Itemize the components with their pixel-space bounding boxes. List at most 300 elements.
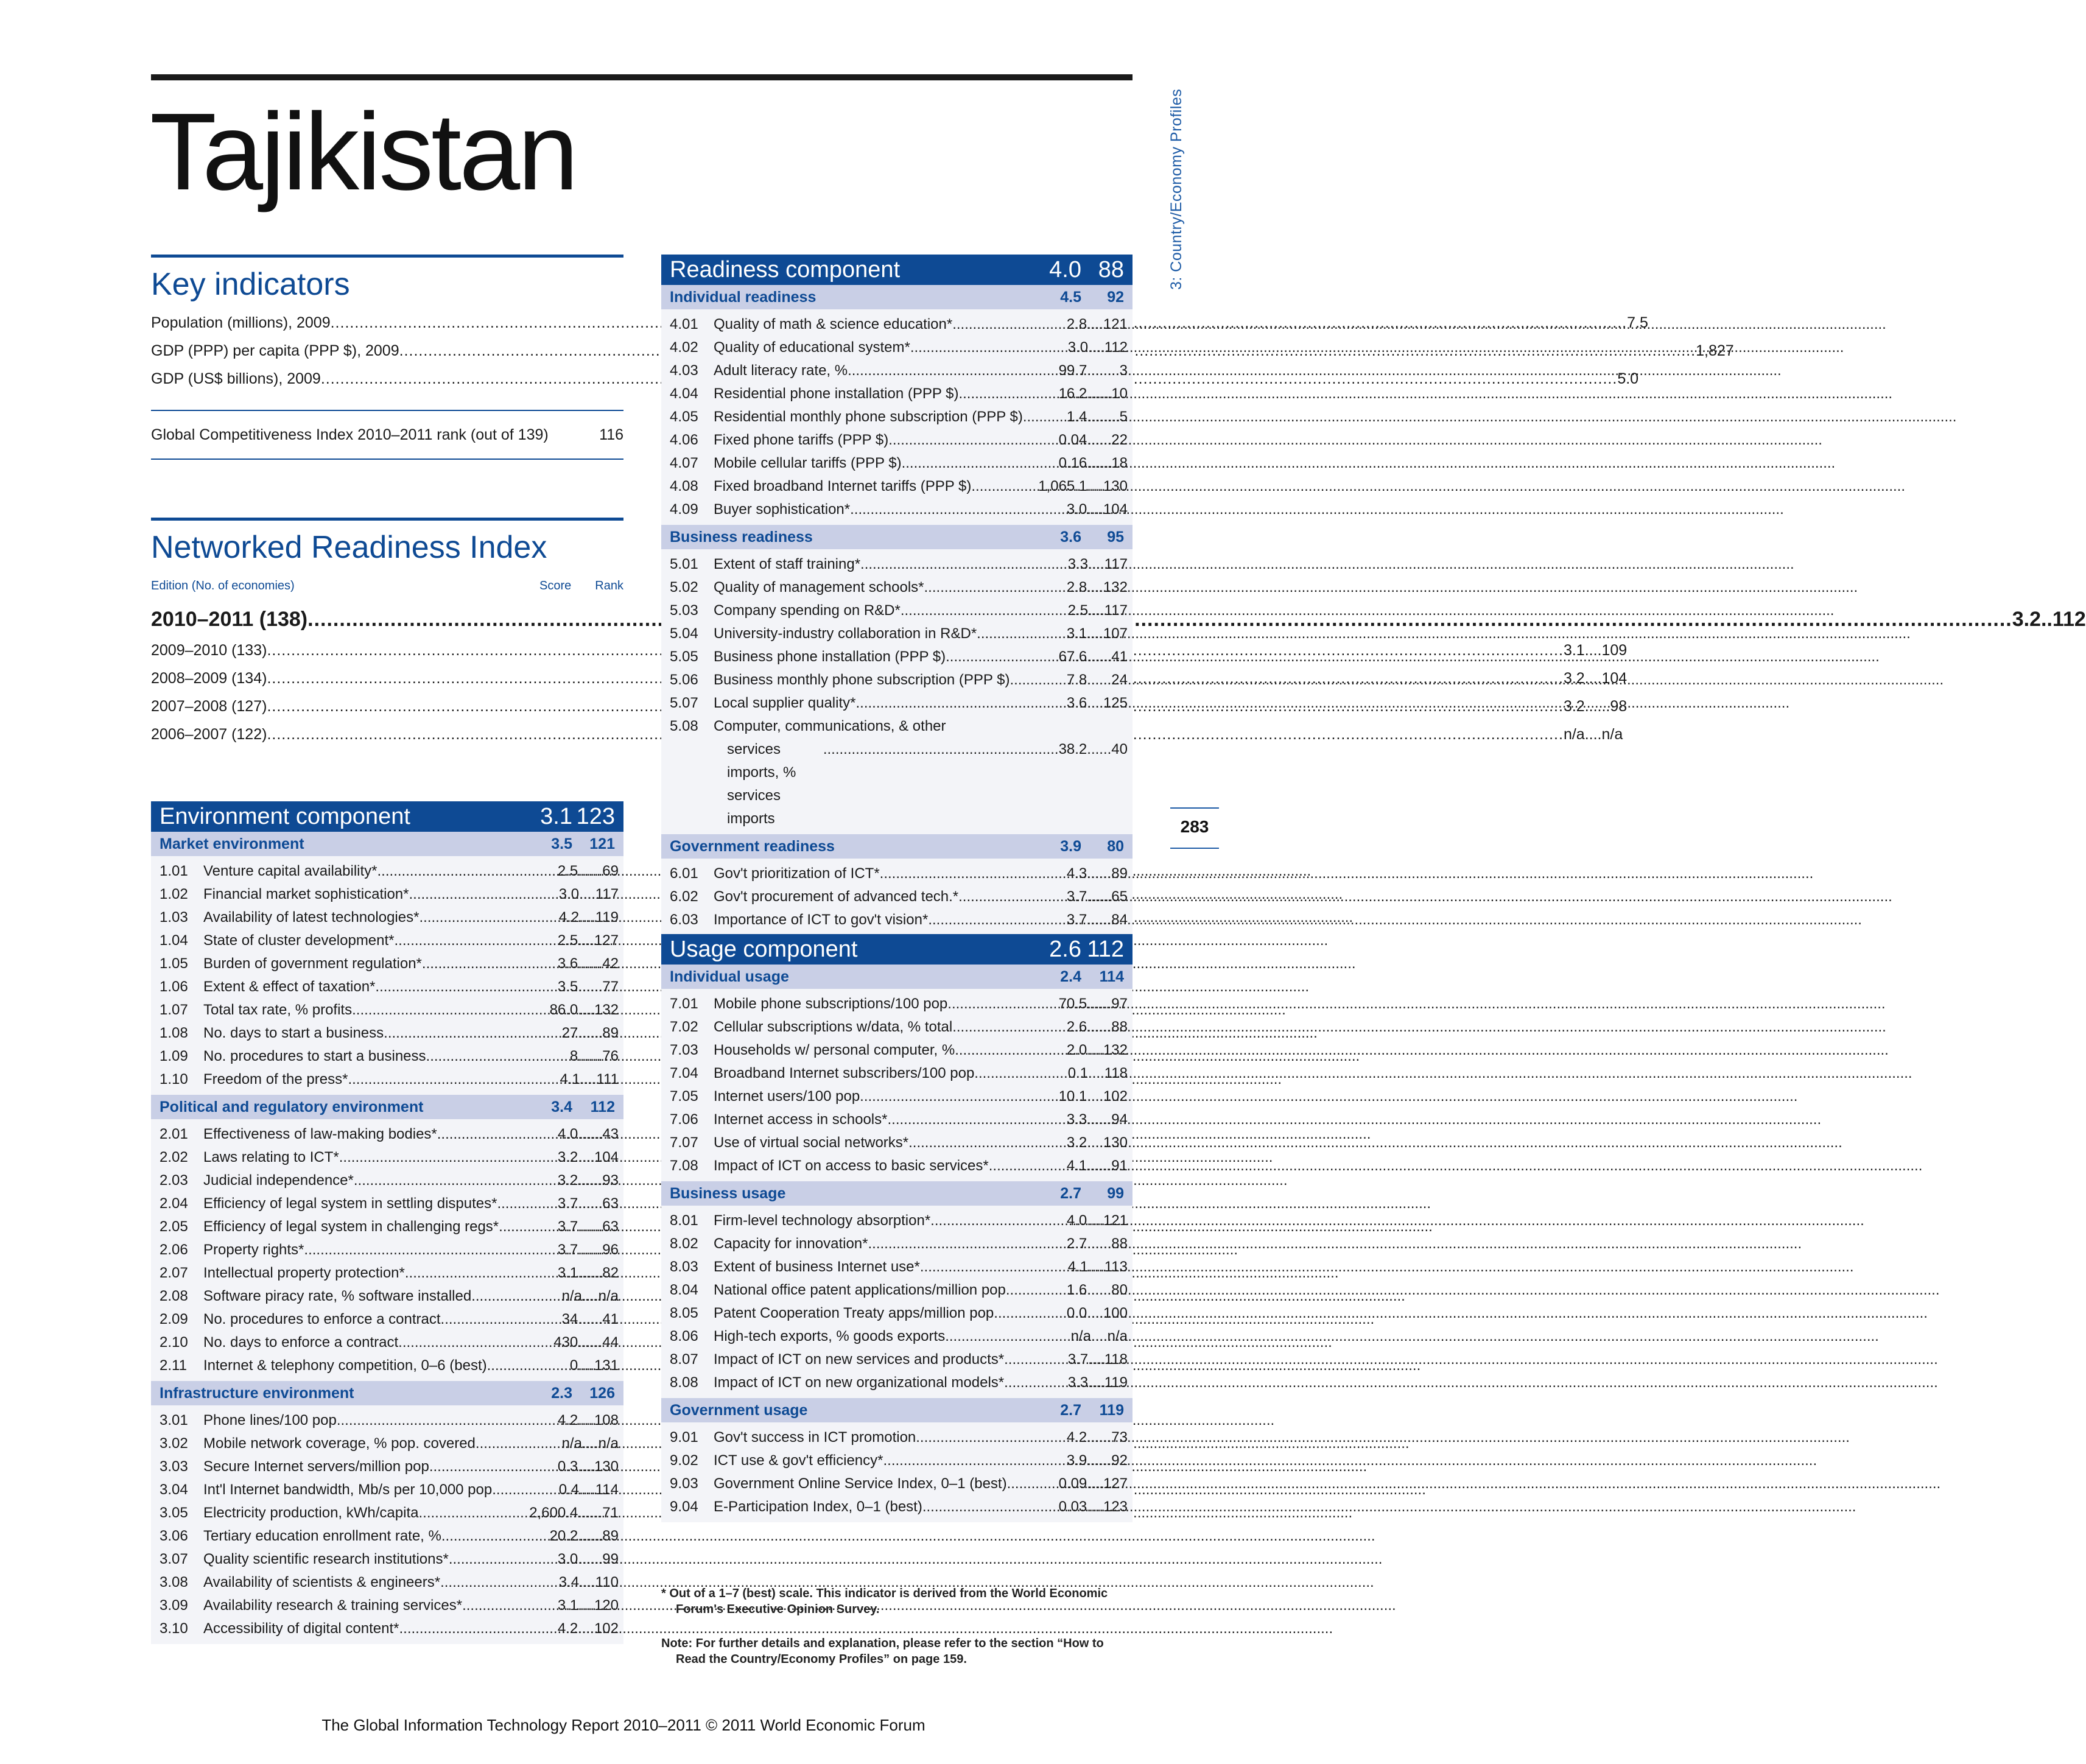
indicator-label: Extent of business Internet use* <box>714 1259 920 1275</box>
indicator-row <box>151 1215 623 1239</box>
indicator-rank: 114 <box>595 1481 619 1498</box>
indicator-label: No. procedures to enforce a contract <box>203 1311 441 1327</box>
indicator-label: Internet access in schools* <box>714 1111 888 1128</box>
indicator-label: Broadband Internet subscribers/100 pop. <box>714 1065 978 1081</box>
indicator-code: 3.05 <box>160 1505 188 1521</box>
leader-dots <box>928 908 1067 932</box>
indicator-rank: 117 <box>1104 556 1128 572</box>
indicator-score: 0.1 <box>1067 1065 1089 1081</box>
nri-edition-score: n/a <box>1563 726 1585 743</box>
leader-dots <box>958 885 1067 908</box>
leader-dots: ...... <box>578 1048 603 1064</box>
indicator-row <box>661 475 1133 498</box>
leader-dots: .... <box>578 1357 594 1374</box>
leader-dots: ...... <box>1087 455 1112 471</box>
indicator-code: 2.03 <box>160 1172 188 1189</box>
indicator-label: Impact of ICT on new services and products* <box>714 1351 1005 1368</box>
indicator-row <box>661 993 1133 1016</box>
top-rule <box>151 74 1133 80</box>
nri-edition-label: 2008–2009 (134) <box>151 670 267 687</box>
readiness-component-header <box>661 255 1133 285</box>
subindex-name: Infrastructure environment <box>160 1384 354 1402</box>
indicator-rank: 132 <box>594 1002 619 1018</box>
indicator-score: 0.4 <box>558 1481 580 1498</box>
indicator-row <box>151 1123 623 1146</box>
key-indicator-value: 7.5 <box>1627 314 1648 331</box>
leader-dots <box>499 1215 558 1239</box>
indicator-label: Tertiary education enrollment rate, % <box>203 1528 441 1544</box>
indicator-score: 4.1 <box>1066 1158 1087 1174</box>
indicator-score: 0.04 <box>1058 432 1087 448</box>
leader-dots: ........ <box>1087 362 1120 379</box>
indicator-rank: 100 <box>1103 1305 1128 1321</box>
indicator-score: 2.5 <box>1067 602 1089 619</box>
indicator-score: 3.3 <box>1067 556 1089 572</box>
indicator-label: Secure Internet servers/million pop. <box>203 1458 434 1475</box>
indicator-rank: 102 <box>594 1620 619 1637</box>
indicator-rank: 84 <box>1111 912 1128 928</box>
indicator-code: 2.09 <box>160 1311 188 1327</box>
leader-dots <box>1007 1472 1059 1495</box>
leader-dots: .... <box>579 886 595 902</box>
indicator-list <box>661 549 1133 834</box>
indicator-code: 4.05 <box>670 409 698 425</box>
leader-dots: ...... <box>578 1265 603 1281</box>
indicator-label: Mobile network coverage, % pop. covered <box>203 1435 476 1452</box>
leader-dots: ...... <box>1584 698 1610 715</box>
indicator-score: 3.0 <box>557 1551 578 1567</box>
indicator-label: No. days to start a business <box>203 1025 384 1041</box>
gci-value: 116 <box>599 426 623 443</box>
leader-dots: ...... <box>578 863 603 879</box>
indicator-row <box>151 883 623 906</box>
indicator-code: 2.04 <box>160 1195 188 1212</box>
indicator-code: 8.07 <box>670 1351 698 1368</box>
indicator-label: Buyer sophistication* <box>714 501 851 518</box>
indicator-score: 4.0 <box>557 1126 578 1142</box>
indicator-code: 5.05 <box>670 648 698 665</box>
indicator-score: 3.3 <box>1067 1374 1089 1391</box>
indicator-row <box>151 1285 623 1308</box>
leader-dots <box>1023 406 1067 429</box>
leader-dots: ...... <box>578 1025 603 1041</box>
leader-dots: .... <box>578 932 594 949</box>
leader-dots <box>341 1409 558 1432</box>
leader-dots <box>945 1325 1070 1348</box>
component-rank: 112 <box>1087 936 1124 962</box>
indicator-score: 3.7 <box>1066 912 1087 928</box>
leader-dots <box>978 1062 1068 1085</box>
nri-edition-label: 2006–2007 (122) <box>151 726 267 743</box>
indicator-label: Effectiveness of law-making bodies* <box>203 1126 437 1142</box>
indicator-row <box>661 336 1133 359</box>
indicator-rank: 117 <box>1104 602 1128 619</box>
leader-dots <box>437 1123 558 1146</box>
indicator-rank: 41 <box>602 1311 619 1327</box>
leader-dots <box>352 999 549 1022</box>
nri-edition-rank: 98 <box>1610 698 1628 715</box>
indicator-row <box>661 1472 1133 1495</box>
leader-dots <box>952 1016 1067 1039</box>
leader-dots: .... <box>581 1435 599 1452</box>
leader-dots <box>868 1232 1066 1256</box>
leader-dots <box>405 1262 558 1285</box>
leader-dots <box>354 1169 558 1192</box>
indicator-label: Internet & telephony competition, 0–6 (best) <box>203 1357 487 1374</box>
indicator-code: 5.03 <box>670 602 698 619</box>
indicator-rank: 76 <box>602 1048 619 1064</box>
indicator-code: 3.03 <box>160 1458 188 1475</box>
indicator-rank: 111 <box>596 1071 619 1088</box>
indicator-label: Laws relating to ICT* <box>203 1149 339 1165</box>
indicator-label: Capacity for innovation* <box>714 1235 868 1252</box>
indicator-row <box>151 1262 623 1285</box>
indicator-row <box>661 1449 1133 1472</box>
leader-dots: .... <box>1087 1475 1103 1492</box>
indicator-row <box>661 1108 1133 1131</box>
indicator-code: 6.02 <box>670 888 698 905</box>
subindex-header <box>661 525 1133 549</box>
indicator-row <box>151 1239 623 1262</box>
component-score: 3.1 <box>540 803 572 829</box>
key-indicator-label: GDP (US$ billions), 2009 <box>151 370 321 387</box>
subindex-name: Business readiness <box>670 528 813 546</box>
indicator-rank: 104 <box>1103 501 1128 518</box>
leader-dots: ...... <box>1087 672 1112 688</box>
nri-col-rank: Rank <box>595 579 623 592</box>
indicator-score: 0.09 <box>1058 1475 1087 1492</box>
indicator-code: 1.02 <box>160 886 188 902</box>
indicator-score: 1.4 <box>1066 409 1087 425</box>
indicator-list <box>151 1119 623 1381</box>
indicator-label: Households w/ personal computer, % <box>714 1042 955 1058</box>
indicator-score: 2.0 <box>1066 1042 1087 1058</box>
usage-component <box>661 934 1133 1522</box>
leader-dots: ...... <box>1087 912 1112 928</box>
subindex-name: Individual readiness <box>670 288 816 306</box>
indicator-label: Extent & effect of taxation* <box>203 979 376 995</box>
indicator-score: 3.0 <box>1067 339 1089 356</box>
indicator-row <box>151 1068 623 1091</box>
indicator-rank: 107 <box>1103 625 1128 642</box>
indicator-rank: 110 <box>595 1574 619 1590</box>
leader-dots <box>434 1455 558 1478</box>
leader-dots <box>850 498 1067 521</box>
leader-dots: .... <box>1090 1328 1108 1344</box>
indicator-row <box>151 1409 623 1432</box>
leader-dots: .... <box>578 1149 594 1165</box>
indicator-row <box>661 692 1133 715</box>
indicator-score: 99.7 <box>1058 362 1087 379</box>
indicator-row <box>661 1209 1133 1232</box>
indicator-rank: 89 <box>1111 865 1128 882</box>
indicator-rank: 94 <box>1111 1111 1128 1128</box>
indicator-rank: 73 <box>1111 1429 1128 1446</box>
indicator-rank: 130 <box>1103 478 1128 494</box>
leader-dots: .... <box>1087 501 1103 518</box>
indicator-score: 0.16 <box>1058 455 1087 471</box>
leader-dots <box>1004 1371 1068 1394</box>
leader-dots <box>860 553 1068 576</box>
indicator-label: Efficiency of legal system in settling disputes* <box>203 1195 497 1212</box>
indicator-row <box>661 382 1133 406</box>
subindex-header <box>661 1181 1133 1206</box>
key-indicator-label: Population (millions), 2009 <box>151 314 331 331</box>
component-rank: 123 <box>576 803 615 829</box>
indicator-row <box>661 669 1133 692</box>
indicator-row <box>151 1617 623 1640</box>
indicator-code: 4.06 <box>670 432 698 448</box>
indicator-row <box>151 929 623 952</box>
leader-dots: .... <box>579 1574 595 1590</box>
component-rank: 88 <box>1098 256 1124 283</box>
indicator-row <box>151 1045 623 1068</box>
subindex-score: 3.9 <box>1060 837 1081 855</box>
indicator-label: Fixed broadband Internet tariffs (PPP $) <box>714 478 972 494</box>
leader-dots: .... <box>1088 1374 1104 1391</box>
indicator-score: 2,600.4 <box>529 1505 578 1521</box>
gci-rule-bottom <box>151 459 623 460</box>
subindex-name: Government usage <box>670 1401 808 1419</box>
indicator-score: 3.4 <box>558 1574 580 1590</box>
indicator-row <box>661 1302 1133 1325</box>
leader-dots: ...... <box>1087 1019 1112 1035</box>
indicator-label: Fixed phone tariffs (PPP $) <box>714 432 889 448</box>
indicator-score: 3.2 <box>557 1172 578 1189</box>
subindex-header <box>661 965 1133 989</box>
indicator-code: 5.06 <box>670 672 698 688</box>
indicator-rank: 130 <box>594 1458 619 1475</box>
component-name: Readiness component <box>670 256 901 283</box>
indicator-label: Availability of latest technologies* <box>203 909 420 926</box>
gci-line <box>151 411 623 459</box>
indicator-row <box>661 1016 1133 1039</box>
indicator-label: Burden of government regulation* <box>203 955 422 972</box>
leader-dots: .... <box>1088 1065 1104 1081</box>
leader-dots: .... <box>1087 1212 1103 1229</box>
leader-dots: ...... <box>578 1528 603 1544</box>
subindex-rank: 80 <box>1107 837 1124 855</box>
indicator-rank: 119 <box>595 909 619 926</box>
leader-dots: .... <box>1087 695 1103 711</box>
indicator-code: 4.01 <box>670 316 698 332</box>
indicator-row <box>661 1325 1133 1348</box>
indicator-score: 3.2 <box>1066 1134 1087 1151</box>
indicator-score: 70.5 <box>1058 996 1087 1012</box>
leader-dots <box>920 1256 1068 1279</box>
indicator-label: Int'l Internet bandwidth, Mb/s per 10,000 pop <box>203 1481 493 1498</box>
subindex-score: 3.5 <box>551 835 572 852</box>
indicator-score: 86.0 <box>549 1002 578 1018</box>
indicator-score: 3.1 <box>557 1597 578 1614</box>
leader-dots: .... <box>1584 642 1602 659</box>
indicator-rank: 89 <box>602 1025 619 1041</box>
indicator-label: Availability research & training services* <box>203 1597 463 1614</box>
leader-dots <box>441 1308 562 1331</box>
indicator-rank: 125 <box>1103 695 1128 711</box>
subindex-rank: 126 <box>589 1384 615 1402</box>
indicator-score: 4.2 <box>1066 1429 1087 1446</box>
indicator-code: 3.02 <box>160 1435 188 1452</box>
indicator-row <box>151 1432 623 1455</box>
leader-dots: ...... <box>578 1242 603 1258</box>
leader-dots <box>1004 1348 1068 1371</box>
indicator-label: Gov't procurement of advanced tech.* <box>714 888 959 905</box>
indicator-row <box>661 1232 1133 1256</box>
subindex-rank: 112 <box>590 1098 615 1116</box>
leader-dots: ...... <box>1087 648 1112 665</box>
leader-dots: .... <box>1087 1088 1103 1105</box>
indicator-label: University-industry collaboration in R&D* <box>714 625 977 642</box>
indicator-label: Internet users/100 pop. <box>714 1088 864 1105</box>
indicator-row <box>661 1154 1133 1178</box>
indicator-label: Importance of ICT to gov't vision* <box>714 912 929 928</box>
indicator-code: 4.08 <box>670 478 698 494</box>
leader-dots <box>902 452 1059 475</box>
indicator-row <box>151 1525 623 1548</box>
nri-current-sep: .. <box>2041 608 2053 631</box>
subindex-score: 2.7 <box>1060 1401 1081 1419</box>
component-score: 4.0 <box>1049 256 1081 283</box>
star-note: * Out of a 1–7 (best) scale. This indicator is derived from the World Economic Forum's Executive Opinion Survey. <box>661 1587 1108 1616</box>
leader-dots <box>880 862 1067 885</box>
indicator-code: 4.02 <box>670 339 698 356</box>
indicator-score: 3.0 <box>1066 501 1087 518</box>
nri-rule <box>151 518 623 521</box>
indicator-row <box>661 406 1133 429</box>
leader-dots: ...... <box>578 1334 603 1351</box>
indicator-rank: 102 <box>1103 1088 1128 1105</box>
indicator-label: Judicial independence* <box>203 1172 354 1189</box>
leader-dots <box>426 1045 570 1068</box>
subindex-rank: 95 <box>1107 528 1124 546</box>
indicator-rank: n/a <box>598 1435 619 1452</box>
leader-dots: ...... <box>1087 1111 1112 1128</box>
indicator-label: Software piracy rate, % software installed <box>203 1288 472 1304</box>
indicator-row <box>661 553 1133 576</box>
indicator-score: 2.8 <box>1066 579 1087 596</box>
indicator-rank: 117 <box>595 886 619 902</box>
leader-dots: ...... <box>578 1195 603 1212</box>
indicator-code: 3.09 <box>160 1597 188 1614</box>
subindex-header <box>661 834 1133 859</box>
leader-dots: ........ <box>1087 409 1120 425</box>
leader-dots: .... <box>1087 478 1103 494</box>
indicator-row <box>661 1279 1133 1302</box>
indicator-label: Residential phone installation (PPP $) <box>714 385 959 402</box>
leader-dots: .... <box>1088 1351 1104 1368</box>
subindex-name: Government readiness <box>670 837 835 855</box>
indicator-code: 1.06 <box>160 979 188 995</box>
indicator-row <box>661 576 1133 599</box>
indicator-code: 4.09 <box>670 501 698 518</box>
indicator-row <box>661 452 1133 475</box>
indicator-score: n/a <box>1070 1328 1091 1344</box>
leader-dots <box>418 1502 529 1525</box>
indicator-code: 8.02 <box>670 1235 698 1252</box>
leader-dots: .... <box>1087 1499 1103 1515</box>
leader-dots <box>384 1022 561 1045</box>
indicator-label: Electricity production, kWh/capita <box>203 1505 419 1521</box>
leader-dots: .... <box>1087 316 1103 332</box>
leader-dots: .... <box>1087 1042 1103 1058</box>
country-title: Tajikistan <box>150 91 577 213</box>
indicator-code: 7.01 <box>670 996 698 1012</box>
leader-dots: ...... <box>1087 1429 1112 1446</box>
indicator-code: 8.05 <box>670 1305 698 1321</box>
indicator-row <box>151 1594 623 1617</box>
indicator-code: 9.01 <box>670 1429 698 1446</box>
indicator-rank: 3 <box>1119 362 1128 379</box>
subindex-header <box>661 285 1133 309</box>
indicator-code: 3.07 <box>160 1551 188 1567</box>
indicator-rank: 120 <box>594 1597 619 1614</box>
leader-dots: ...... <box>578 1551 603 1567</box>
subindex-rank: 99 <box>1107 1184 1124 1202</box>
indicator-score: 3.5 <box>557 979 578 995</box>
indicator-row <box>151 1502 623 1525</box>
leader-dots <box>375 975 558 999</box>
indicator-score: 3.3 <box>1066 1111 1087 1128</box>
indicator-label: No. procedures to start a business <box>203 1048 426 1064</box>
indicator-list <box>661 1422 1133 1522</box>
indicator-rank: 123 <box>1103 1499 1128 1515</box>
nri-edition-score: 3.2 <box>1563 698 1585 715</box>
leader-dots: .... <box>578 1002 594 1018</box>
indicator-score: 2.7 <box>1066 1235 1087 1252</box>
indicator-label: Quality scientific research institutions* <box>203 1551 449 1567</box>
indicator-row-continued <box>661 738 1133 831</box>
indicator-label: Venture capital availability* <box>203 863 378 879</box>
leader-dots <box>977 622 1067 645</box>
indicator-row <box>661 908 1133 932</box>
indicator-score: 3.9 <box>1066 1452 1087 1469</box>
indicator-code: 1.03 <box>160 909 188 926</box>
indicator-list <box>151 1405 623 1644</box>
leader-dots <box>864 1085 1059 1108</box>
nri-column-headers <box>151 577 623 595</box>
leader-dots: ...... <box>1087 385 1112 402</box>
indicator-code: 5.07 <box>670 695 698 711</box>
indicator-row <box>661 1348 1133 1371</box>
indicator-rank: 24 <box>1111 672 1128 688</box>
indicator-rank: 96 <box>602 1242 619 1258</box>
leader-dots <box>398 1331 553 1354</box>
indicator-code: 1.10 <box>160 1071 188 1088</box>
indicator-row <box>661 498 1133 521</box>
indicator-code: 5.02 <box>670 579 698 596</box>
leader-dots: .... <box>579 909 595 926</box>
indicator-code: 7.03 <box>670 1042 698 1058</box>
indicator-score: 4.1 <box>560 1071 580 1088</box>
indicator-row <box>661 1426 1133 1449</box>
indicator-list <box>661 1206 1133 1398</box>
nri-col-score: Score <box>539 579 572 592</box>
leader-dots: ...... <box>1087 996 1112 1012</box>
indicator-score: 3.0 <box>558 886 580 902</box>
indicator-row <box>661 1039 1133 1062</box>
leader-dots: .... <box>578 1620 594 1637</box>
indicator-score: n/a <box>561 1435 582 1452</box>
indicator-rank: 63 <box>602 1218 619 1235</box>
leader-dots <box>487 1354 570 1377</box>
indicator-code: 7.04 <box>670 1065 698 1081</box>
indicator-list <box>661 859 1133 935</box>
nri-current-rank: 112 <box>2052 608 2086 631</box>
indicator-rank: 40 <box>1111 741 1128 757</box>
indicator-row <box>151 906 623 929</box>
indicator-score: 8 <box>569 1048 578 1064</box>
